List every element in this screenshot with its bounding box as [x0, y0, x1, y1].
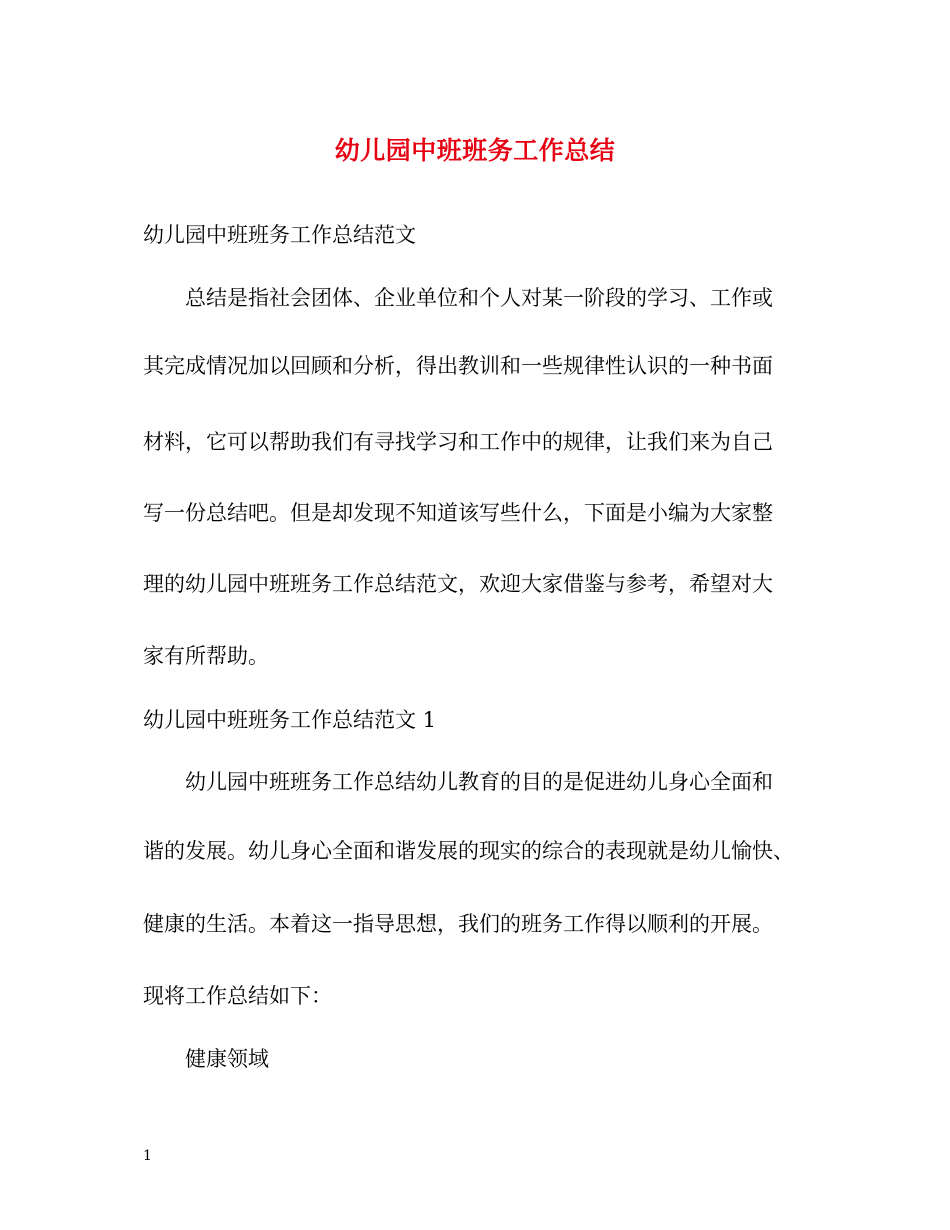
section-heading: 幼儿园中班班务工作总结范文 1 [143, 708, 437, 732]
intro-paragraph-line-2: 其完成情况加以回顾和分析，得出教训和一些规律性认识的一种书面 [143, 354, 773, 378]
intro-paragraph-line-5: 理的幼儿园中班班务工作总结范文，欢迎大家借鉴与参考，希望对大 [143, 572, 773, 596]
page-number: 1 [143, 1148, 152, 1164]
body-paragraph-line-3: 健康的生活。本着这一指导思想，我们的班务工作得以顺利的开展。 [143, 912, 773, 936]
document-subtitle: 幼儿园中班班务工作总结范文 [143, 223, 416, 247]
body-paragraph-line-4: 现将工作总结如下： [143, 984, 332, 1008]
document-title: 幼儿园中班班务工作总结 [334, 136, 616, 165]
health-domain-heading: 健康领域 [185, 1047, 269, 1071]
intro-paragraph-line-3: 材料，它可以帮助我们有寻找学习和工作中的规律，让我们来为自己 [143, 430, 773, 454]
intro-paragraph-line-1: 总结是指社会团体、企业单位和个人对某一阶段的学习、工作或 [185, 286, 773, 310]
intro-paragraph-line-4: 写一份总结吧。但是却发现不知道该写些什么，下面是小编为大家整 [143, 501, 773, 525]
intro-paragraph-line-6: 家有所帮助。 [143, 644, 269, 668]
body-paragraph-line-2: 谐的发展。幼儿身心全面和谐发展的现实的综合的表现就是幼儿愉快、 [143, 839, 794, 863]
body-paragraph-line-1: 幼儿园中班班务工作总结幼儿教育的目的是促进幼儿身心全面和 [185, 770, 773, 794]
